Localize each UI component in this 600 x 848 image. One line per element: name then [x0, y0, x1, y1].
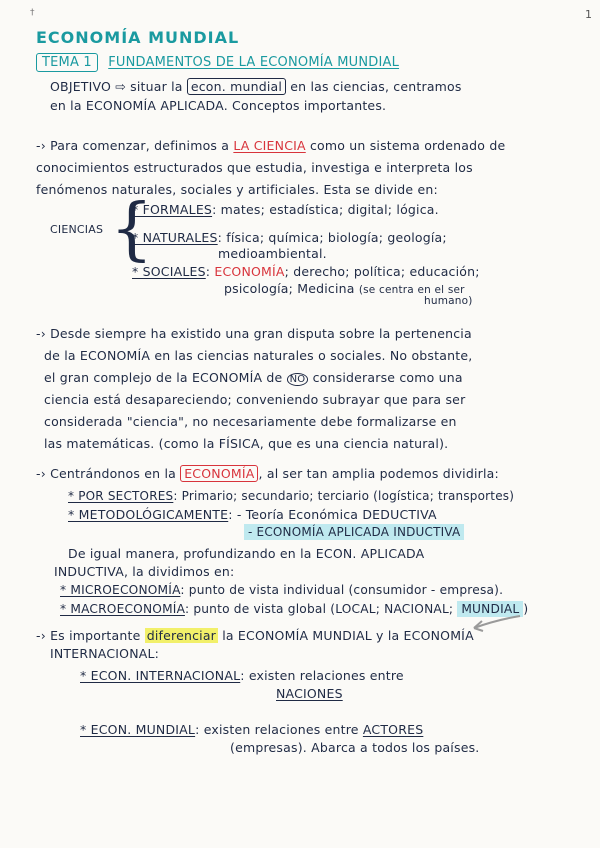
macro-end: ): [523, 602, 529, 616]
corner-mark: †: [30, 8, 35, 18]
econ-mundial-line: [80, 724, 423, 737]
para4-lead: -› Es importante: [36, 628, 141, 643]
economia-boxed: ECONOMÍA: [180, 465, 258, 482]
objetivo-boxed: econ. mundial: [187, 78, 286, 95]
naturales-line-2: medioambiental.: [218, 246, 327, 261]
la-ciencia-term: LA CIENCIA: [233, 138, 306, 153]
naciones-term: NACIONES: [276, 686, 343, 701]
sociales-line-2: [224, 283, 465, 296]
para3-line-1: [36, 468, 499, 481]
para4-line-2: INTERNACIONAL:: [50, 646, 160, 661]
para3-lead: -› Centrándonos en la: [36, 466, 177, 481]
para2-line-6: las matemáticas. (como la FÍSICA, que es una ciencia natural).: [44, 436, 449, 451]
para1-line-3: fenómenos naturales, sociales y artificiales. Esta se divide en:: [36, 182, 438, 197]
econ-mundial-text: : existen relaciones entre: [195, 722, 359, 737]
sociales-note-2: humano): [424, 295, 473, 307]
formales-line: [132, 204, 439, 217]
tema-heading: FUNDAMENTOS DE LA ECONOMÍA MUNDIAL: [108, 55, 400, 70]
econ-internacional-text: : existen relaciones entre: [240, 668, 404, 683]
sociales-note: (se centra en el ser: [358, 284, 465, 296]
metodologicamente-line: [68, 509, 437, 522]
para1-lead: -› Para comenzar, definimos a: [36, 138, 230, 153]
micro-label: * MICROECONOMÍA: [60, 583, 181, 597]
econ-internacional-line: [80, 670, 404, 683]
para3-line-4: De igual manera, profundizando en la ECON. APLICADA: [68, 546, 425, 561]
sociales-line: [132, 266, 480, 279]
tema-line: [36, 56, 399, 69]
econ-internacional-label: * ECON. INTERNACIONAL: [80, 668, 241, 683]
economia-aplicada-inductiva: - ECONOMÍA APLICADA INDUCTIVA: [244, 524, 464, 540]
inductiva-line: [244, 526, 464, 538]
metodologicamente-text: : - Teoría Económica DEDUCTIVA: [228, 507, 437, 522]
macro-label: * MACROECONOMÍA: [60, 602, 185, 616]
sociales-text-2: psicología; Medicina: [224, 281, 355, 296]
para4-line-1: [36, 630, 474, 643]
formales-label: * FORMALES: [132, 202, 213, 217]
para1-tail: como un sistema ordenado de: [309, 138, 506, 153]
mundial-highlight: MUNDIAL: [457, 601, 523, 617]
para4-tail: la ECONOMÍA MUNDIAL y la ECONOMÍA: [222, 628, 474, 643]
para2-line-4: ciencia está desapareciendo; conveniendo subrayar que para ser: [44, 392, 466, 407]
sectores-text: : Primario; secundario; terciario (logística; transportes): [173, 489, 515, 503]
naturales-line: [132, 232, 447, 245]
objetivo-line-1: [50, 81, 462, 94]
micro-line: [60, 584, 503, 596]
sociales-economia: ECONOMÍA: [214, 264, 285, 279]
para2-line-2: de la ECONOMÍA en las ciencias naturales o sociales. No obstante,: [44, 348, 473, 363]
para3-tail: , al ser tan amplia podemos dividirla:: [258, 466, 499, 481]
para2-l3-a: el gran complejo de la ECONOMÍA de: [44, 370, 283, 385]
sociales-colon: :: [205, 264, 211, 279]
para1-line-1: [36, 140, 505, 153]
page-title: ECONOMÍA MUNDIAL: [36, 28, 240, 47]
sociales-text: ; derecho; política; educación;: [284, 264, 480, 279]
para3-line-5: INDUCTIVA, la dividimos en:: [54, 564, 235, 579]
sectores-line: [68, 490, 514, 502]
micro-text: : punto de vista individual (consumidor - empresa).: [180, 583, 504, 597]
macro-text: : punto de vista global (LOCAL; NACIONAL;: [184, 602, 454, 616]
page-number: 1: [585, 8, 592, 21]
tema-label: TEMA 1: [36, 53, 98, 72]
ciencias-label: CIENCIAS: [50, 223, 104, 236]
actores-term: ACTORES: [362, 722, 424, 737]
brace-icon: {: [110, 190, 154, 269]
para2-line-5: considerada "ciencia", no necesariamente debe formalizarse en: [44, 414, 457, 429]
para1-line-2: conocimientos estructurados que estudia, investiga e interpreta los: [36, 160, 473, 175]
objetivo-prefix: OBJETIVO ⇨ situar la: [50, 79, 183, 94]
objetivo-suffix: en las ciencias, centramos: [290, 79, 462, 94]
naturales-label: * NATURALES: [132, 230, 218, 245]
metodologicamente-label: * METODOLÓGICAMENTE: [68, 507, 229, 522]
sociales-label: * SOCIALES: [132, 264, 206, 279]
para2-line-1: -› Desde siempre ha existido una gran disputa sobre la pertenencia: [36, 326, 472, 341]
diferenciar-highlight: diferenciar: [146, 628, 217, 643]
macro-line: [60, 603, 528, 615]
para2-line-3: [44, 372, 463, 385]
sectores-label: * POR SECTORES: [68, 489, 174, 503]
objetivo-line-2: en la ECONOMÍA APLICADA. Conceptos importantes.: [50, 98, 387, 113]
naturales-text: : física; química; biología; geología;: [217, 230, 447, 245]
no-circled: NO: [287, 373, 309, 386]
formales-text: : mates; estadística; digital; lógica.: [212, 202, 439, 217]
para2-l3-b: considerarse como una: [312, 370, 463, 385]
econ-mundial-label: * ECON. MUNDIAL: [80, 722, 196, 737]
econ-mundial-line-2: (empresas). Abarca a todos los países.: [230, 740, 480, 755]
